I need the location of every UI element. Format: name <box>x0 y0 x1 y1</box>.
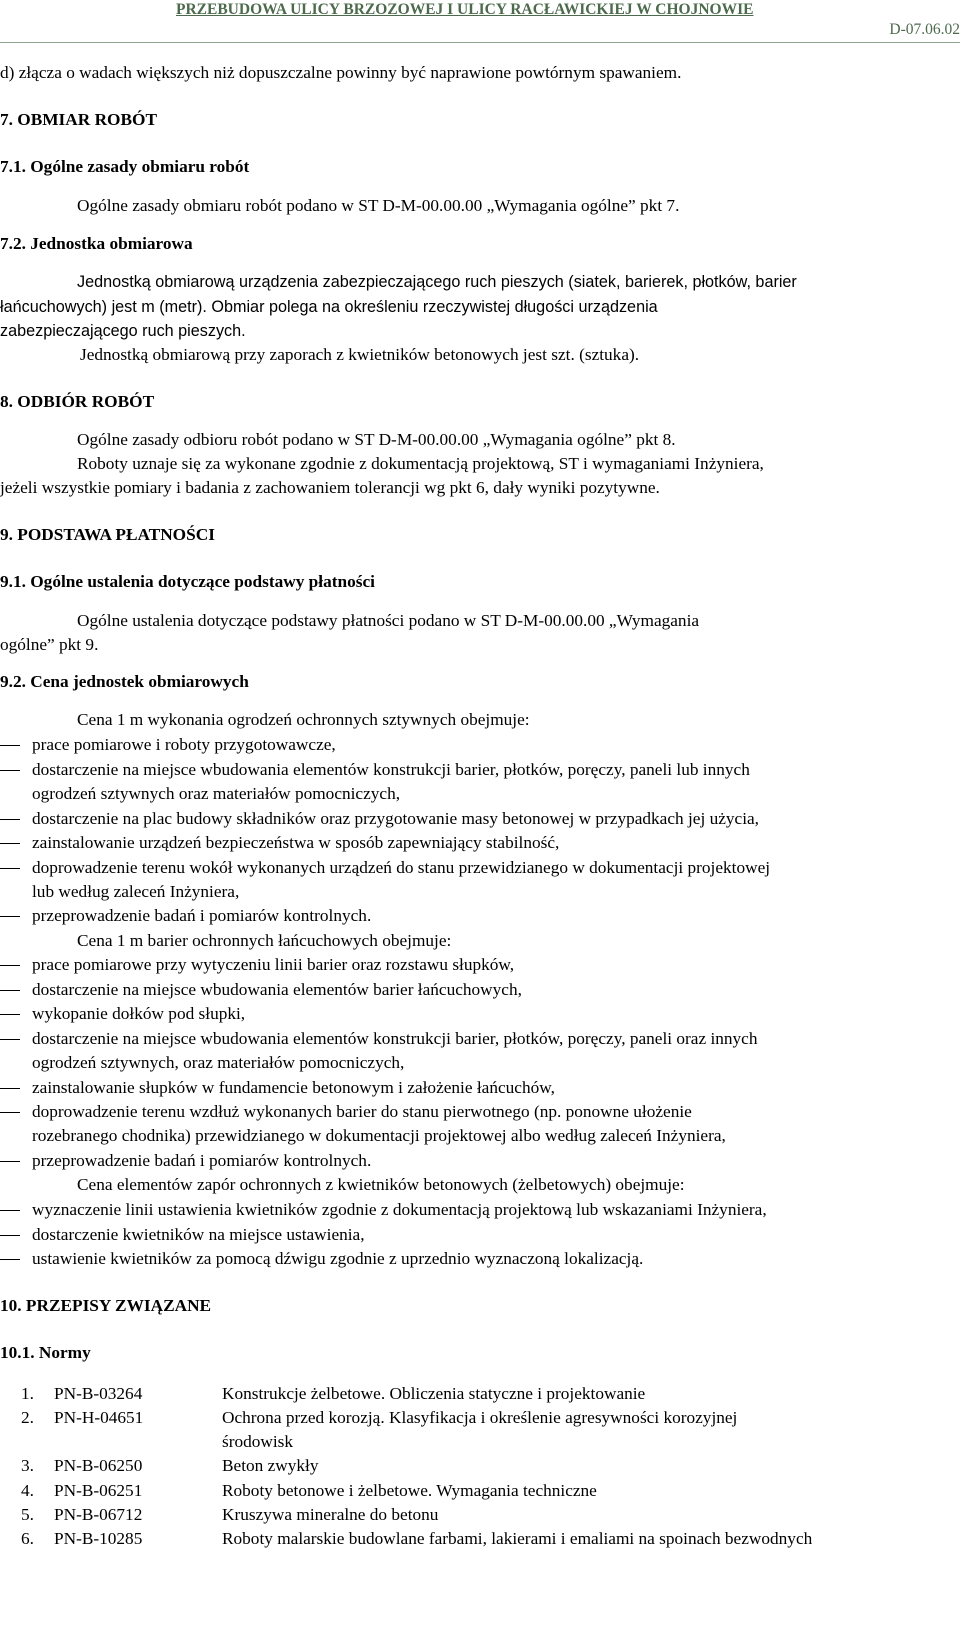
norm-number: 6. <box>21 1529 34 1548</box>
list-item: ustawienie kwietników za pomocą dźwigu zgodnie z uprzednio wyznaczoną lokalizacją. <box>32 1249 644 1268</box>
section-7-2-para1-line1: Jednostką obmiarową urządzenia zabezpieczającego ruch pieszych (siatek, barierek, płotków, barier <box>77 273 797 291</box>
section-10-heading: 10. PRZEPISY ZWIĄZANE <box>0 1296 212 1315</box>
norm-number: 1. <box>21 1384 34 1403</box>
list-item: dostarczenie na miejsce wbudowania elementów konstrukcji barier, płotków, poręczy, paneli oraz innych <box>32 1029 758 1048</box>
list-dash <box>0 770 20 771</box>
norm-code: PN-H-04651 <box>54 1408 144 1427</box>
list-dash <box>0 819 20 820</box>
list-item: wykopanie dołków pod słupki, <box>32 1004 246 1023</box>
norm-code: PN-B-06712 <box>54 1505 143 1524</box>
kwietniki-intro: Cena elementów zapór ochronnych z kwietników betonowych (żelbetowych) obejmuje: <box>77 1175 685 1194</box>
norm-description: Konstrukcje żelbetowe. Obliczenia statyczne i projektowanie <box>222 1384 646 1403</box>
list-item: dostarczenie na plac budowy składników oraz przygotowanie masy betonowej w przypadkach jej użycia, <box>32 809 759 828</box>
norm-description: Ochrona przed korozją. Klasyfikacja i określenie agresywności korozyjnej <box>222 1408 738 1427</box>
norm-code: PN-B-10285 <box>54 1529 143 1548</box>
header-rule <box>0 42 960 43</box>
norm-description: Beton zwykły <box>222 1456 319 1475</box>
list-dash <box>0 868 20 869</box>
list-dash <box>0 965 20 966</box>
list-dash <box>0 1014 20 1015</box>
section-9-heading: 9. PODSTAWA PŁATNOŚCI <box>0 525 215 544</box>
section-7-2-heading: 7.2. Jednostka obmiarowa <box>0 234 193 253</box>
norm-code: PN-B-03264 <box>54 1384 143 1403</box>
list-dash <box>0 1210 20 1211</box>
section-9-1-line1: Ogólne ustalenia dotyczące podstawy płatności podano w ST D-M-00.00.00 „Wymagania <box>77 611 700 630</box>
list-dash <box>0 1088 20 1089</box>
norm-number: 3. <box>21 1456 34 1475</box>
intro-paragraph: d) złącza o wadach większych niż dopuszczalne powinny być naprawione powtórnym spawaniem. <box>0 63 682 82</box>
list-dash <box>0 1161 20 1162</box>
list-item: zainstalowanie słupków w fundamencie betonowym i założenie łańcuchów, <box>32 1078 555 1097</box>
norm-code: PN-B-06250 <box>54 1456 143 1475</box>
norm-description: Kruszywa mineralne do betonu <box>222 1505 439 1524</box>
section-7-heading: 7. OBMIAR ROBÓT <box>0 110 157 129</box>
list-dash <box>0 1259 20 1260</box>
list-dash <box>0 990 20 991</box>
list-item: dostarczenie na miejsce wbudowania elementów konstrukcji barier, płotków, poręczy, paneli lub innych <box>32 760 750 779</box>
page-header <box>0 0 960 38</box>
list-item: doprowadzenie terenu wokół wykonanych urządzeń do stanu przewidzianego w dokumentacji projektowej <box>32 858 771 877</box>
list-item: dostarczenie kwietników na miejsce ustawienia, <box>32 1225 365 1244</box>
norm-number: 5. <box>21 1505 34 1524</box>
list-item: prace pomiarowe przy wytyczeniu linii barier oraz rozstawu słupków, <box>32 955 515 974</box>
list-item: doprowadzenie terenu wzdłuż wykonanych barier do stanu pierwotnego (np. ponowne ułożenie <box>32 1102 692 1121</box>
list-item: przeprowadzenie badań i pomiarów kontrolnych. <box>32 1151 372 1170</box>
list-item: prace pomiarowe i roboty przygotowawcze, <box>32 735 336 754</box>
list-dash <box>0 916 20 917</box>
norm-number: 2. <box>21 1408 34 1427</box>
section-8-para2-line2: jeżeli wszystkie pomiary i badania z zachowaniem tolerancji wg pkt 6, dały wyniki pozytywne. <box>0 478 660 497</box>
list-dash <box>0 1039 20 1040</box>
list-item-continuation: rozebranego chodnika) przewidzianego w dokumentacji projektowej albo według zaleceń Inżyniera, <box>32 1126 726 1145</box>
list-dash <box>0 843 20 844</box>
list-item: przeprowadzenie badań i pomiarów kontrolnych. <box>32 906 372 925</box>
section-7-2-para2: Jednostką obmiarową przy zaporach z kwietników betonowych jest szt. (sztuka). <box>80 345 640 364</box>
section-7-1-text: Ogólne zasady obmiaru robót podano w ST D-M-00.00.00 „Wymagania ogólne” pkt 7. <box>77 196 680 215</box>
list-dash <box>0 745 20 746</box>
list-dash <box>0 1235 20 1236</box>
norm-description: Roboty betonowe i żelbetowe. Wymagania techniczne <box>222 1481 597 1500</box>
list-item-continuation: lub według zaleceń Inżyniera, <box>32 882 240 901</box>
norm-description-continuation: środowisk <box>222 1432 294 1451</box>
list-item: zainstalowanie urządzeń bezpieczeństwa w sposób zapewniający stabilność, <box>32 833 560 852</box>
document-code: D-07.06.02 <box>889 21 960 38</box>
ogrodzenia-intro: Cena 1 m wykonania ogrodzeń ochronnych sztywnych obejmuje: <box>77 710 530 729</box>
list-dash <box>0 1112 20 1113</box>
section-7-1-heading: 7.1. Ogólne zasady obmiaru robót <box>0 157 250 176</box>
section-8-para1: Ogólne zasady odbioru robót podano w ST D-M-00.00.00 „Wymagania ogólne” pkt 8. <box>77 430 676 449</box>
norm-number: 4. <box>21 1481 34 1500</box>
list-item-continuation: ogrodzeń sztywnych oraz materiałów pomocniczych, <box>32 784 401 803</box>
norm-code: PN-B-06251 <box>54 1481 143 1500</box>
section-7-2-para1-line2: łańcuchowych) jest m (metr). Obmiar polega na określeniu rzeczywistej długości urządzenia <box>0 298 658 316</box>
section-9-1-heading: 9.1. Ogólne ustalenia dotyczące podstawy płatności <box>0 572 375 591</box>
list-item: wyznaczenie linii ustawienia kwietników zgodnie z dokumentacją projektową lub wskazaniami Inżyniera, <box>32 1200 767 1219</box>
section-7-2-para1-line3: zabezpieczającego ruch pieszych. <box>0 322 246 340</box>
list-item: dostarczenie na miejsce wbudowania elementów barier łańcuchowych, <box>32 980 522 999</box>
section-9-1-line2: ogólne” pkt 9. <box>0 635 99 654</box>
section-8-para2-line1: Roboty uznaje się za wykonane zgodnie z dokumentacją projektową, ST i wymaganiami Inżyniera, <box>77 454 764 473</box>
section-10-1-heading: 10.1. Normy <box>0 1343 91 1362</box>
lancuchowe-intro: Cena 1 m barier ochronnych łańcuchowych obejmuje: <box>77 931 452 950</box>
list-item-continuation: ogrodzeń sztywnych, oraz materiałów pomocniczych, <box>32 1053 405 1072</box>
section-9-2-heading: 9.2. Cena jednostek obmiarowych <box>0 672 249 691</box>
norm-description: Roboty malarskie budowlane farbami, lakierami i emaliami na spoinach bezwodnych <box>222 1529 813 1548</box>
section-8-heading: 8. ODBIÓR ROBÓT <box>0 392 155 411</box>
header-title: PRZEBUDOWA ULICY BRZOZOWEJ I ULICY RACŁAWICKIEJ W CHOJNOWIE <box>176 1 754 18</box>
